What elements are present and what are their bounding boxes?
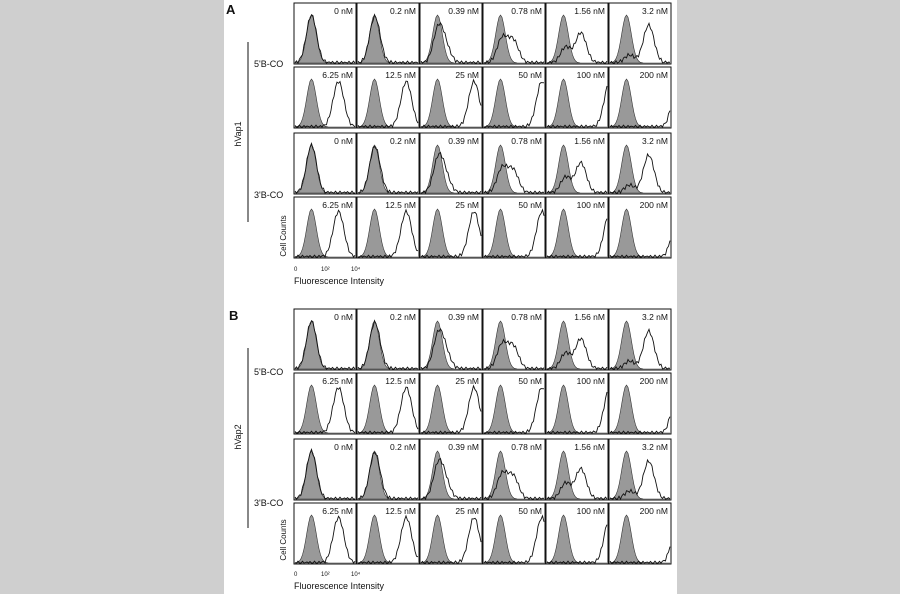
concentration-label: 25 nM	[455, 200, 479, 210]
concentration-label: 1.56 nM	[574, 312, 605, 322]
concentration-label: 0.78 nM	[511, 136, 542, 146]
concentration-label: 6.25 nM	[322, 376, 353, 386]
histogram-cell-a-r4-c5	[546, 197, 608, 258]
concentration-label: 25 nM	[455, 506, 479, 516]
concentration-label: 0.39 nM	[448, 442, 479, 452]
concentration-label: 0 nM	[334, 312, 353, 322]
concentration-label: 50 nM	[518, 506, 542, 516]
panel-a-receptor-label: hVap1	[233, 121, 243, 147]
histogram-cell-b-r4-c5	[546, 503, 608, 564]
panel-b-tick-1: 10²	[321, 572, 330, 578]
concentration-label: 12.5 nM	[385, 506, 416, 516]
histogram-cell-b-r2-c2	[357, 373, 419, 434]
concentration-label: 6.25 nM	[322, 200, 353, 210]
panel-a-construct-2-label: 3'B-CO	[254, 190, 284, 200]
histogram-cell-a-r4-c6	[609, 197, 671, 258]
panel-a-letter: A	[226, 2, 236, 17]
histogram-cell-b-r1-c6	[609, 309, 671, 370]
histogram-cell-a-r2-c4	[483, 67, 545, 128]
histogram-cell-a-r4-c3	[420, 197, 482, 258]
concentration-label: 200 nM	[639, 200, 668, 210]
figure-svg	[224, 0, 677, 594]
histogram-cell-b-r3-c4	[483, 439, 545, 500]
histogram-cell-b-r2-c3	[420, 373, 482, 434]
histogram-cell-b-r1-c1	[294, 309, 356, 370]
histogram-cell-b-r3-c2	[357, 439, 419, 500]
histogram-cell-b-r2-c4	[483, 373, 545, 434]
concentration-label: 3.2 nM	[642, 442, 668, 452]
concentration-label: 100 nM	[576, 376, 605, 386]
panel-b-ylabel: Cell Counts	[279, 519, 288, 561]
histogram-cell-a-r1-c1	[294, 3, 356, 64]
concentration-label: 0.78 nM	[511, 312, 542, 322]
concentration-label: 0 nM	[334, 442, 353, 452]
concentration-label: 0.78 nM	[511, 6, 542, 16]
panel-a-xlabel: Fluorescence Intensity	[294, 276, 385, 286]
concentration-label: 25 nM	[455, 70, 479, 80]
histogram-cell-a-r3-c5	[546, 133, 608, 194]
concentration-label: 0.78 nM	[511, 442, 542, 452]
panel-a-tick-0: 0	[294, 267, 298, 273]
concentration-label: 50 nM	[518, 200, 542, 210]
histogram-cell-a-r2-c1	[294, 67, 356, 128]
histogram-cell-a-r2-c3	[420, 67, 482, 128]
panel-a-histogram-grid	[294, 3, 671, 258]
histogram-cell-b-r3-c5	[546, 439, 608, 500]
panel-b-histogram-grid	[294, 309, 671, 564]
panel-b-receptor-label: hVap2	[233, 424, 243, 450]
histogram-cell-b-r1-c3	[420, 309, 482, 370]
panel-b-tick-0: 0	[294, 572, 298, 578]
concentration-label: 12.5 nM	[385, 376, 416, 386]
histogram-cell-b-r3-c3	[420, 439, 482, 500]
histogram-cell-a-r1-c5	[546, 3, 608, 64]
concentration-label: 3.2 nM	[642, 6, 668, 16]
histogram-cell-b-r4-c3	[420, 503, 482, 564]
histogram-cell-b-r3-c1	[294, 439, 356, 500]
panel-a-tick-2: 10⁴	[351, 267, 361, 273]
panel-a-construct-1-label: 5'B-CO	[254, 59, 284, 69]
concentration-label: 0 nM	[334, 6, 353, 16]
panel-b-construct-1-label: 5'B-CO	[254, 367, 284, 377]
concentration-label: 3.2 nM	[642, 312, 668, 322]
concentration-label: 1.56 nM	[574, 136, 605, 146]
histogram-cell-b-r4-c6	[609, 503, 671, 564]
panel-b-xlabel: Fluorescence Intensity	[294, 581, 385, 591]
histogram-cell-a-r1-c6	[609, 3, 671, 64]
concentration-label: 200 nM	[639, 376, 668, 386]
histogram-cell-b-r2-c5	[546, 373, 608, 434]
concentration-label: 0.2 nM	[390, 312, 416, 322]
histogram-cell-a-r3-c3	[420, 133, 482, 194]
histogram-cell-a-r4-c2	[357, 197, 419, 258]
histogram-cell-a-r1-c4	[483, 3, 545, 64]
panel-b-construct-2-label: 3'B-CO	[254, 498, 284, 508]
panel-a-ylabel: Cell Counts	[279, 215, 288, 257]
histogram-cell-b-r1-c5	[546, 309, 608, 370]
panel-a-tick-1: 10²	[321, 267, 330, 273]
concentration-label: 0.39 nM	[448, 312, 479, 322]
histogram-cell-b-r2-c6	[609, 373, 671, 434]
histogram-cell-b-r2-c1	[294, 373, 356, 434]
histogram-cell-a-r1-c3	[420, 3, 482, 64]
histogram-cell-a-r3-c1	[294, 133, 356, 194]
panel-b-letter: B	[229, 308, 239, 323]
histogram-cell-b-r1-c2	[357, 309, 419, 370]
concentration-label: 0.39 nM	[448, 136, 479, 146]
histogram-cell-b-r4-c1	[294, 503, 356, 564]
concentration-label: 0 nM	[334, 136, 353, 146]
concentration-label: 100 nM	[576, 70, 605, 80]
histogram-cell-a-r4-c4	[483, 197, 545, 258]
figure	[224, 0, 677, 594]
histogram-cell-a-r2-c6	[609, 67, 671, 128]
histogram-cell-a-r1-c2	[357, 3, 419, 64]
concentration-label: 3.2 nM	[642, 136, 668, 146]
concentration-label: 50 nM	[518, 376, 542, 386]
concentration-label: 0.2 nM	[390, 442, 416, 452]
histogram-cell-a-r3-c6	[609, 133, 671, 194]
panel-b-tick-2: 10⁴	[351, 572, 361, 578]
concentration-label: 6.25 nM	[322, 70, 353, 80]
concentration-label: 100 nM	[576, 200, 605, 210]
concentration-label: 1.56 nM	[574, 442, 605, 452]
concentration-label: 0.2 nM	[390, 136, 416, 146]
histogram-cell-a-r3-c2	[357, 133, 419, 194]
histogram-cell-a-r2-c5	[546, 67, 608, 128]
concentration-label: 12.5 nM	[385, 70, 416, 80]
histogram-cell-a-r3-c4	[483, 133, 545, 194]
concentration-label: 200 nM	[639, 70, 668, 80]
concentration-label: 25 nM	[455, 376, 479, 386]
histogram-cell-a-r2-c2	[357, 67, 419, 128]
histogram-cell-b-r4-c2	[357, 503, 419, 564]
histogram-cell-a-r4-c1	[294, 197, 356, 258]
concentration-label: 0.39 nM	[448, 6, 479, 16]
concentration-label: 200 nM	[639, 506, 668, 516]
concentration-label: 100 nM	[576, 506, 605, 516]
histogram-cell-b-r3-c6	[609, 439, 671, 500]
concentration-label: 1.56 nM	[574, 6, 605, 16]
concentration-label: 12.5 nM	[385, 200, 416, 210]
histogram-cell-b-r4-c4	[483, 503, 545, 564]
concentration-label: 0.2 nM	[390, 6, 416, 16]
histogram-cell-b-r1-c4	[483, 309, 545, 370]
concentration-label: 50 nM	[518, 70, 542, 80]
concentration-label: 6.25 nM	[322, 506, 353, 516]
